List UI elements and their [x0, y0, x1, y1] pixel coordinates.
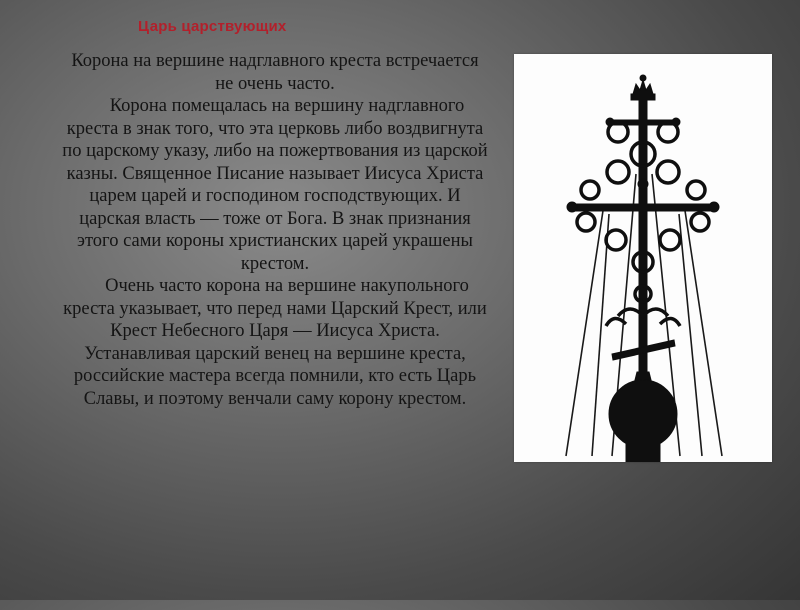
paragraph-intro: Корона на вершине надглавного креста встречается не очень часто.	[71, 51, 479, 94]
slide-body-text	[60, 50, 490, 610]
paragraph-crown-meaning: Корона помещалась на вершину надглавного креста в знак того, что эта церковь либо воздвигнута по царскому указу, либо на пожертвования из царской казны. Священное Писание называет Иисуса Христа царем царей и господином господствующих. И царская власть — тоже от Бога. В знак признания этого сами короны христианских царей украшены крестом.	[62, 96, 488, 274]
paragraph-tsar-cross: Очень часто корона на вершине накупольного креста указывает, что перед нами Царский Крест, или Крест Небесного Царя — Иисуса Христа. Устанавливая царский венец на вершине креста, российские мастера всегда помнили, кто есть Царь Славы, и поэтому венчали саму корону крестом.	[63, 276, 487, 409]
slide-title: Царь царствующих	[138, 18, 287, 35]
crowned-cross-illustration	[514, 54, 772, 462]
cross-body	[567, 75, 719, 462]
cross-photo	[514, 54, 772, 462]
